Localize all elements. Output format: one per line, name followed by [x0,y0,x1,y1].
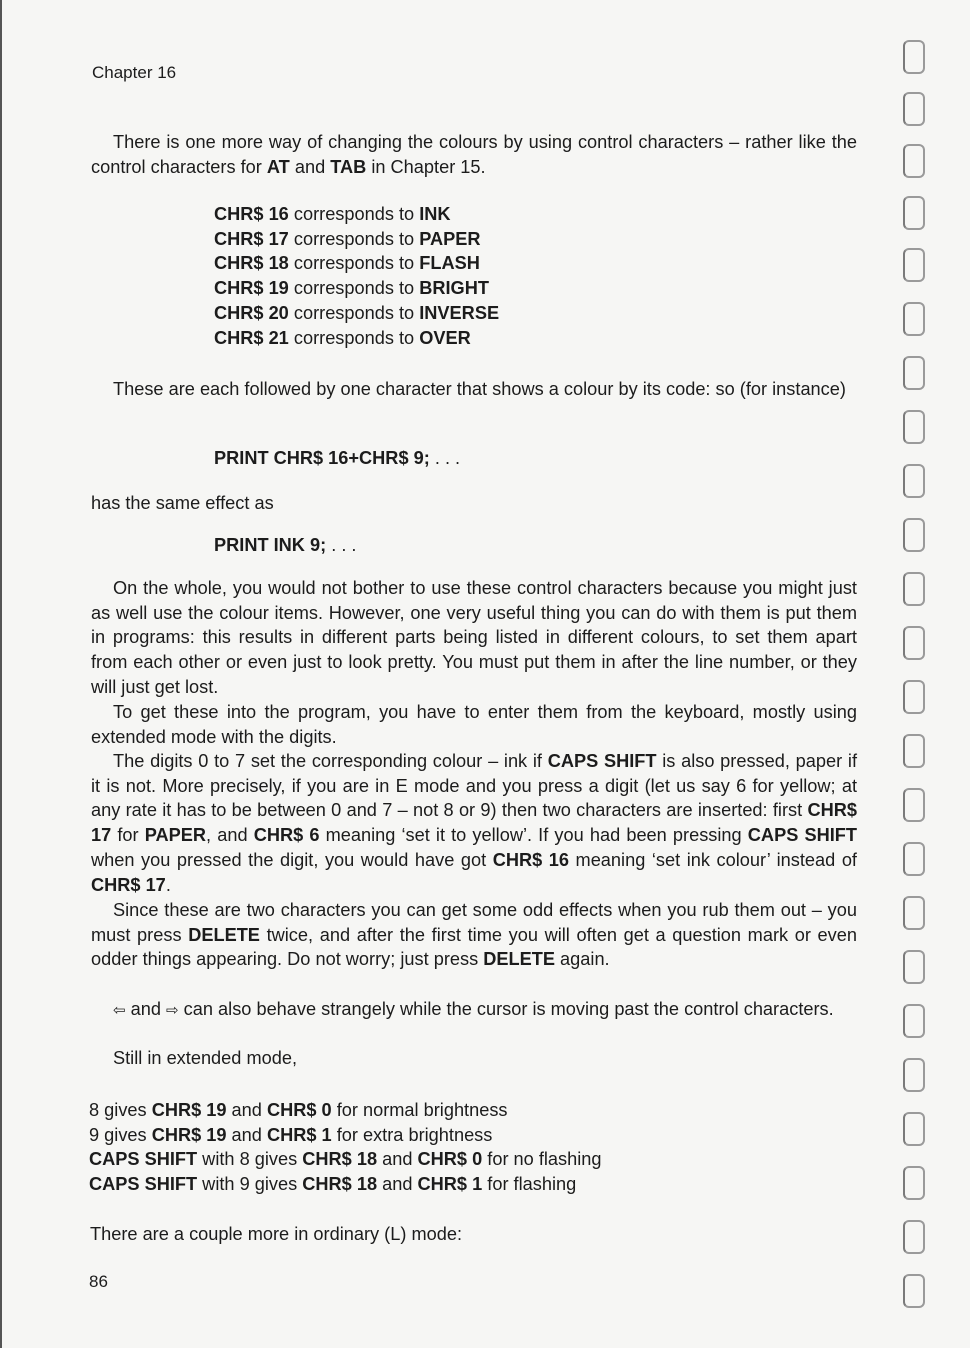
left-arrow-icon: ⇦ [113,1002,126,1019]
extended-row [89,1098,855,1123]
text-run: The digits 0 to 7 set the corresponding colour – ink if [113,751,548,771]
same-effect-text: has the same effect as [91,493,274,513]
bold-term: CAPS SHIFT [747,825,857,846]
binding-ring [903,356,925,390]
text-run: twice, and after the first time you will often get a question mark or even odder things appearing. Do not worry; just press [91,924,857,970]
binding-ring [903,1112,925,1146]
binding-ring [903,626,925,660]
chapter-heading: Chapter 16 [92,63,177,82]
text-run: for normal brightness [331,1100,508,1120]
text-run: Since these are two characters you can get some odd effects when you rub them out – you must press [91,900,857,945]
text-run: for no flashing [482,1149,602,1170]
binding-ring [903,788,925,822]
mapping-row: CHR$ 20 corresponds to INVERSE [214,302,500,323]
binding-ring [903,464,925,498]
ordinary-mode-text: There are a couple more in ordinary (L) mode: [90,1224,463,1244]
binding-ring [903,40,925,74]
text-run: and [377,1149,418,1170]
binding-ring [903,518,925,552]
text-run: and [226,1100,267,1120]
bold-term: CHR$ 0 [417,1149,483,1170]
mapping-row: CHR$ 19 corresponds to BRIGHT [214,278,489,299]
mapping-row: CHR$ 18 corresponds to FLASH [214,253,480,274]
text-run: again. [555,949,610,970]
bold-term: CHR$ 6 [253,825,320,846]
mapping-row: CHR$ 17 corresponds to PAPER [214,228,481,249]
text-run: and [226,1124,267,1145]
binding-ring [903,950,925,984]
right-arrow-icon: ⇨ [166,1002,179,1019]
bold-term: CAPS SHIFT [89,1149,198,1170]
binding-ring [903,1058,925,1092]
text-run: . [165,874,171,895]
bold-term: PAPER [144,825,207,846]
text-run: and [377,1174,418,1195]
text-run: and [289,156,331,177]
bold-term: CHR$ 1 [266,1124,332,1145]
spiral-binding [893,30,953,1330]
code-example-1: PRINT CHR$ 16+CHR$ 9; . . . [214,448,461,468]
text-run: 8 gives [89,1100,152,1120]
bold-term: CHR$ 16 [492,849,569,870]
on-the-whole-paragraph: On the whole, you would not bother to use these control characters because you might just as well use the colour items. However, one very useful thing you can do with them is put them in programs: this results in different parts being listed in different colours, to set them apart from each other or even just to look pretty. You must put them in after the line number, or they will just get lost. [91,578,857,697]
still-extended-text: Still in extended mode, [113,1048,298,1068]
bold-term: CHR$ 18 [302,1149,378,1170]
binding-ring [903,248,925,282]
bold-term: CHR$ 17 [91,874,166,895]
binding-ring [903,1166,925,1200]
binding-ring [903,302,925,336]
bold-term: CAPS SHIFT [89,1174,198,1195]
since-paragraph [91,898,857,972]
intro-paragraph [91,130,857,179]
text-run: There is one more way of changing the colours by using control characters – rather like the control characters for [91,132,857,177]
binding-ring [903,92,925,126]
bold-term: CHR$ 0 [266,1100,332,1120]
bold-term: DELETE [188,924,260,945]
bold-term: CHR$ 18 [302,1174,378,1195]
binding-ring [903,1004,925,1038]
bold-term: CHR$ 19 [151,1100,227,1120]
binding-ring [903,410,925,444]
text-run: with 9 gives [197,1174,303,1195]
text-run: for flashing [482,1174,577,1195]
followed-paragraph: These are each followed by one character that shows a colour by its code: so (for instance) [113,379,846,399]
extended-row [89,1123,855,1148]
mapping-row: CHR$ 21 corresponds to OVER [214,327,471,348]
text-run: in Chapter 15. [366,156,486,177]
extended-row [89,1172,855,1197]
bold-term: CHR$ 1 [417,1174,483,1195]
text-run: when you pressed the digit, you would have got [91,849,493,870]
extended-row [89,1147,855,1172]
mapping-row: CHR$ 16 corresponds to INK [214,204,451,224]
bold-term: DELETE [483,949,555,970]
text-run: meaning ‘set it to yellow’. If you had been pressing [319,825,748,846]
binding-ring [903,734,925,768]
text-run: with 8 gives [197,1149,303,1170]
binding-ring [903,842,925,876]
binding-ring [903,1220,925,1254]
text-run: , and [206,825,254,846]
code-example-2: PRINT INK 9; . . . [214,535,357,555]
bold-term: CAPS SHIFT [547,751,657,771]
bold-term: TAB [330,156,367,177]
binding-ring [903,680,925,714]
keyboard-paragraph: To get these into the program, you have to enter them from the keyboard, mostly using extended mode with the digits. [91,702,857,747]
binding-ring [903,196,925,230]
digits-paragraph [91,749,857,897]
extended-mode-list [89,1098,855,1197]
bold-term: CHR$ 17 [91,800,857,846]
control-code-list [214,202,499,350]
text-run: is also pressed, paper if it is not. More precisely, if you are in E mode and you press a digit (let us say 6 for yellow; at any rate it has to be between 0 and 7 – not 8 or 9) then two characters are inserted: first [91,751,857,821]
text-run: for [111,825,145,846]
binding-ring [903,1274,925,1308]
binding-ring [903,896,925,930]
bold-term: AT [266,156,290,177]
bold-term: CHR$ 19 [151,1124,227,1145]
arrows-paragraph: ⇦ and ⇨ can also behave strangely while the cursor is moving past the control characters. [113,999,834,1019]
text-run: 9 gives [89,1124,152,1145]
text-run: for extra brightness [331,1124,493,1145]
text-run: meaning ‘set ink colour’ instead of [569,849,857,870]
binding-ring [903,144,925,178]
page-number: 86 [89,1272,108,1291]
binding-ring [903,572,925,606]
